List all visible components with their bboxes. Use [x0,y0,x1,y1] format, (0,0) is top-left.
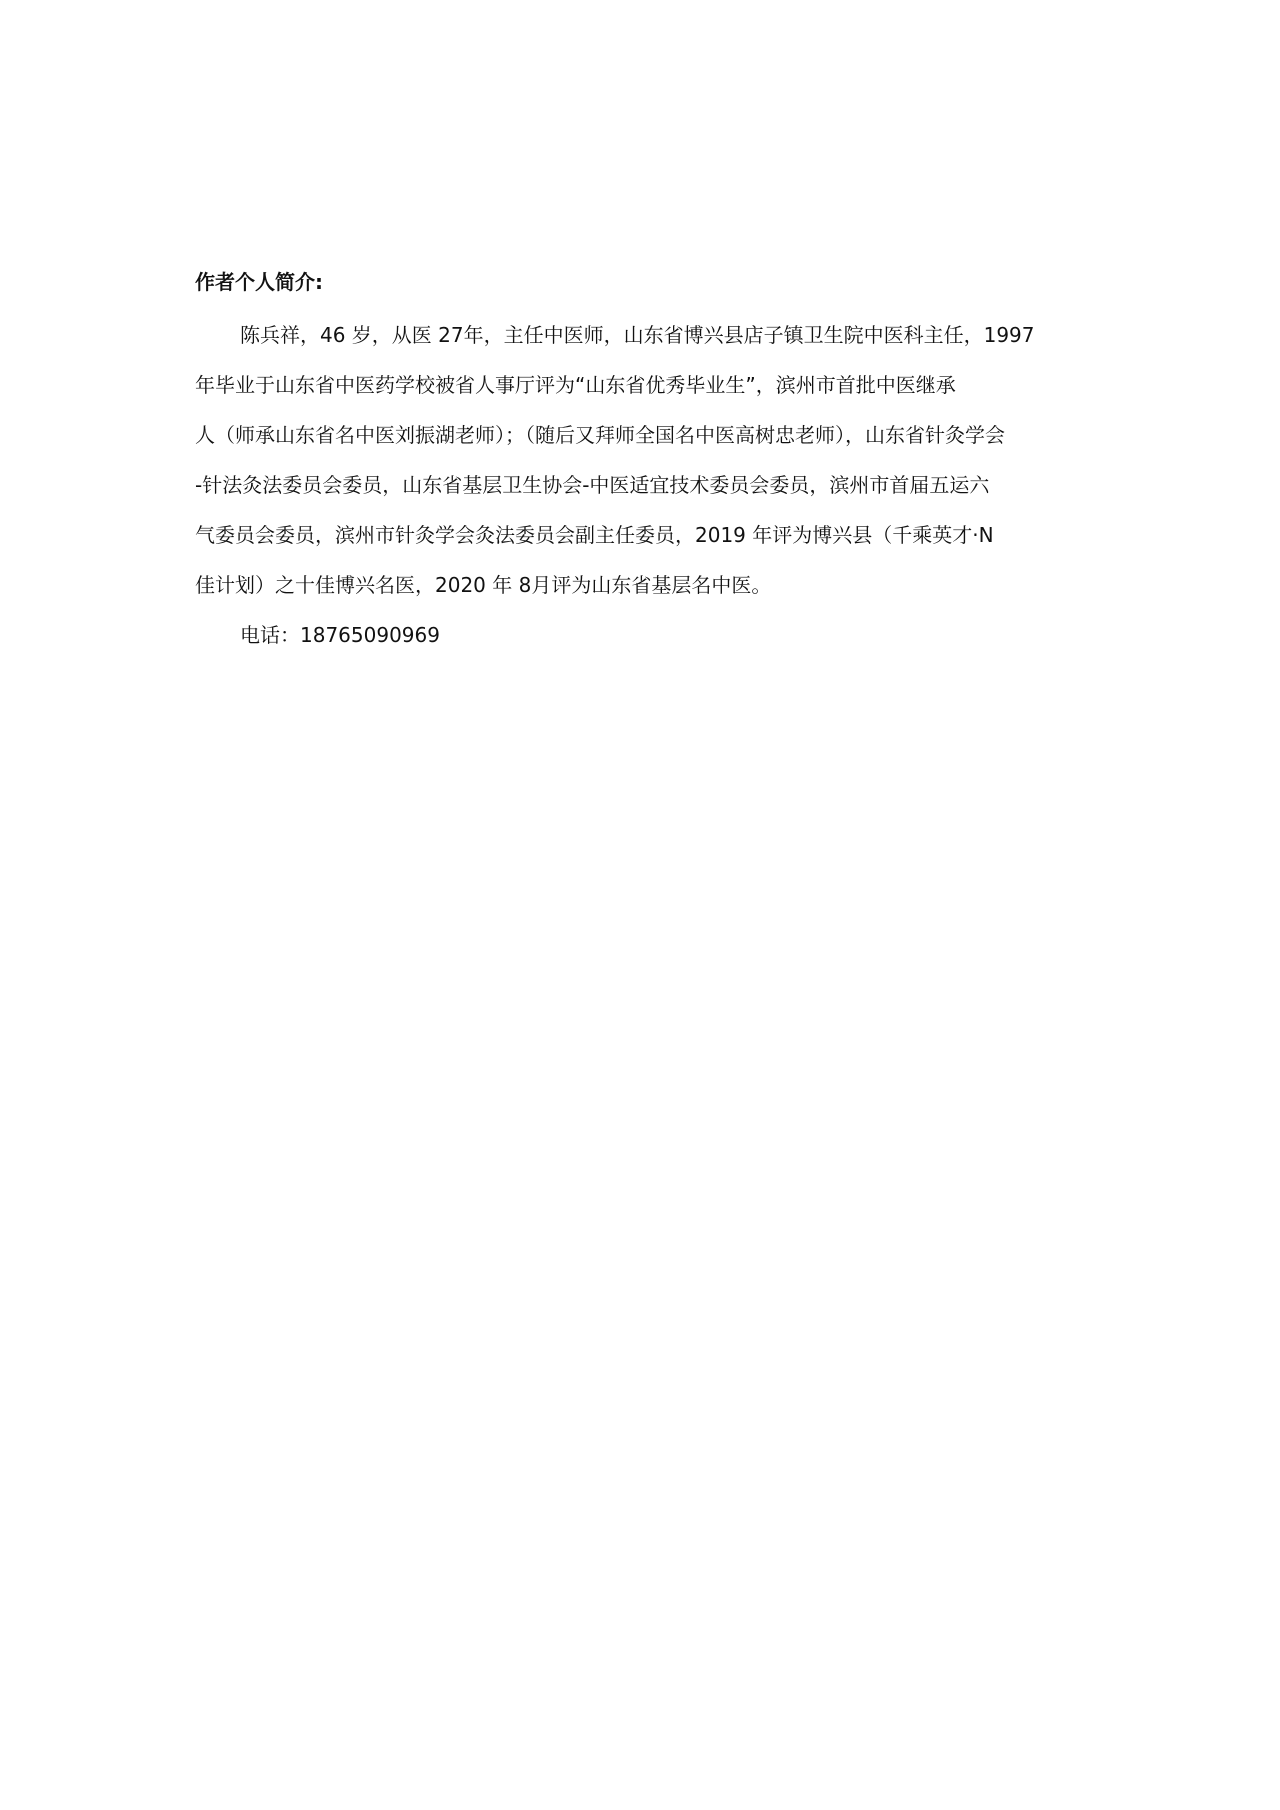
bio-line-4: -针法灸法委员会委员，山东省基层卫生协会-中医适宜技术委员会委员，滨州市首届五运六 [195,473,990,497]
bio-line-5: 气委员会委员，滨州市针灸学会灸法委员会副主任委员，2019 年评为博兴县（千乘英才·N [195,523,994,547]
bio-line-6: 佳计划）之十佳博兴名医，2020 年 8月评为山东省基层名中医。 [195,573,772,597]
bio-line-3: 人（师承山东省名中医刘振湖老师）；（随后又拜师全国名中医高树忠老师），山东省针灸学会 [195,423,1005,447]
phone-row [195,610,1095,660]
phone-label: 电话： [240,623,300,647]
bio-line-1: 陈兵祥，46 岁，从医 27年，主任中医师，山东省博兴县店子镇卫生院中医科主任，1997 [240,323,1035,347]
author-bio-section [195,268,1095,660]
phone-number: 18765090969 [300,623,440,647]
bio-line-2: 年毕业于山东省中医药学校被省人事厅评为“山东省优秀毕业生”，滨州市首批中医继承 [195,373,956,397]
section-heading: 作者个人简介: [195,270,323,294]
